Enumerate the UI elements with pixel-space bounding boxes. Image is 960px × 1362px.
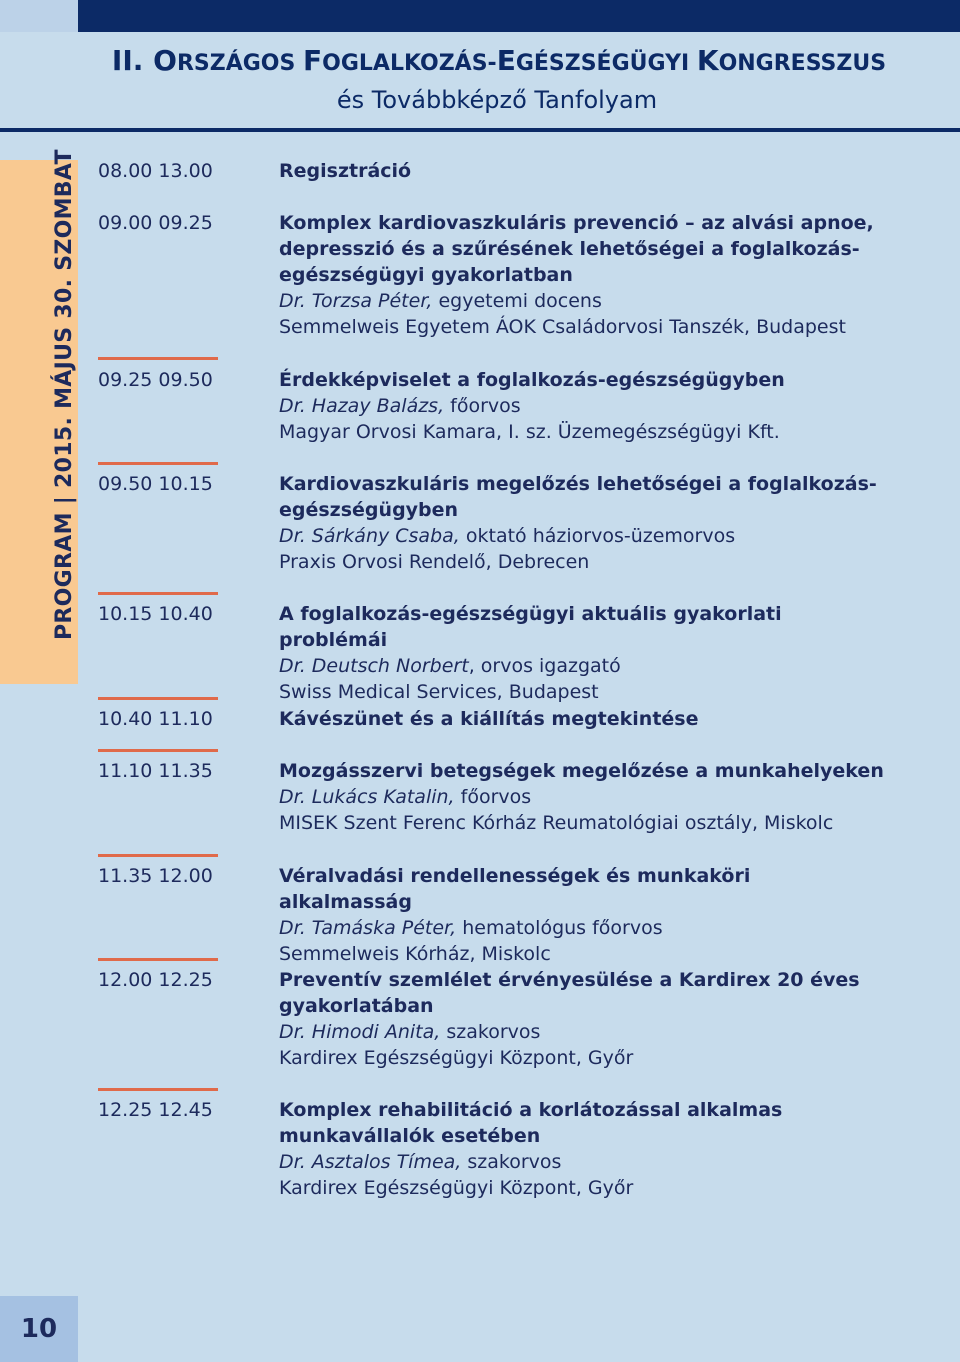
entry-divider — [98, 749, 218, 752]
entry-speaker — [279, 393, 889, 419]
entry-title: munkavállalók esetében — [279, 1125, 541, 1147]
speaker-role: szakorvos — [461, 1151, 562, 1173]
entry-title: Preventív szemlélet érvényesülése a Kardirex 20 éves — [279, 969, 860, 991]
speaker-role: oktató háziorvos-üzemorvos — [459, 525, 736, 547]
page-number-box — [0, 1296, 78, 1362]
entry-time: 12.25 12.45 — [98, 1099, 213, 1121]
speaker-role: hematológus főorvos — [456, 917, 663, 939]
entry-divider — [98, 1088, 218, 1091]
entry-speaker — [279, 1019, 889, 1045]
speaker-name: Dr. Asztalos Tímea, — [279, 1151, 462, 1173]
entry-speaker — [279, 784, 889, 810]
entry-title: Véralvadási rendellenességek és munkaköri alkalmasság — [279, 865, 751, 913]
speaker-name: Dr. Lukács Katalin, — [279, 786, 455, 808]
entry-content — [279, 601, 889, 705]
entry-time: 12.00 12.25 — [98, 969, 213, 991]
speaker-name: Dr. Himodi Anita, — [279, 1021, 441, 1043]
speaker-role: főorvos — [454, 786, 532, 808]
page-subtitle: és Továbbképző Tanfolyam — [336, 86, 658, 114]
page-title: II. ORSZÁGOS FOGLALKOZÁS-EGÉSZSÉGÜGYI KONGRESSZUS — [111, 44, 887, 77]
entry-time: 11.10 11.35 — [98, 760, 213, 782]
entry-divider — [98, 697, 218, 700]
entry-content — [279, 210, 889, 340]
entry-divider — [98, 462, 218, 465]
entry-divider — [98, 854, 218, 857]
top-bar — [78, 0, 960, 32]
entry-speaker — [279, 1149, 889, 1175]
entry-affiliation: Semmelweis Kórház, Miskolc — [279, 943, 551, 965]
entry-content — [279, 367, 889, 445]
entry-title: gyakorlatában — [279, 995, 434, 1017]
entry-title: depresszió és a szűrésének lehetőségei a foglalkozás- — [279, 238, 860, 260]
entry-divider — [98, 958, 218, 961]
entry-affiliation: Kardirex Egészségügyi Központ, Győr — [279, 1177, 634, 1199]
entry-time: 09.50 10.15 — [98, 473, 213, 495]
entry-content — [279, 471, 889, 575]
entry-affiliation: Semmelweis Egyetem ÁOK Családorvosi Tanszék, Budapest — [279, 316, 846, 338]
entry-title: Komplex rehabilitáció a korlátozással alkalmas — [279, 1099, 783, 1121]
entry-title: Regisztráció — [279, 160, 412, 182]
speaker-name: Dr. Sárkány Csaba, — [279, 525, 460, 547]
top-bar-left-block — [0, 0, 78, 32]
entry-title: Kardiovaszkuláris megelőzés lehetőségei a foglalkozás- — [279, 473, 877, 495]
entry-title: egészségügyben — [279, 499, 459, 521]
entry-title: Érdekképviselet a foglalkozás-egészségügyben — [279, 369, 785, 391]
entry-content — [279, 158, 889, 184]
entry-content — [279, 1097, 889, 1201]
entry-affiliation: Praxis Orvosi Rendelő, Debrecen — [279, 551, 590, 573]
entry-content — [279, 758, 889, 836]
entry-divider — [98, 592, 218, 595]
entry-title: egészségügyi gyakorlatban — [279, 264, 573, 286]
speaker-role: , orvos igazgató — [468, 655, 621, 677]
entry-time: 08.00 13.00 — [98, 160, 213, 182]
entry-title: Mozgásszervi betegségek megelőzése a munkahelyeken — [279, 760, 884, 782]
entry-speaker — [279, 523, 889, 549]
entry-time: 09.00 09.25 — [98, 212, 213, 234]
entry-time: 10.40 11.10 — [98, 708, 213, 730]
entry-content — [279, 706, 889, 732]
entry-affiliation: Kardirex Egészségügyi Központ, Győr — [279, 1047, 634, 1069]
speaker-role: főorvos — [444, 395, 521, 417]
speaker-name: Dr. Hazay Balázs, — [279, 395, 445, 417]
page-number: 10 — [20, 1314, 58, 1344]
speaker-name: Dr. Deutsch Norbert — [279, 655, 469, 677]
entry-speaker — [279, 915, 889, 941]
entry-title: Kávészünet és a kiállítás megtekintése — [279, 708, 699, 730]
entry-affiliation: Magyar Orvosi Kamara, I. sz. Üzemegészségügyi Kft. — [279, 421, 780, 443]
entry-time: 11.35 12.00 — [98, 865, 213, 887]
speaker-role: egyetemi docens — [432, 290, 602, 312]
speaker-role: szakorvos — [440, 1021, 541, 1043]
entry-content — [279, 967, 889, 1071]
side-tab-label: PROGRAM | 2015. MÁJUS 30. SZOMBAT — [52, 149, 77, 640]
entry-divider — [98, 357, 218, 360]
entry-time: 10.15 10.40 — [98, 603, 213, 625]
entry-title: Komplex kardiovaszkuláris prevenció – az alvási apnoe, — [279, 212, 874, 234]
entry-affiliation: MISEK Szent Ferenc Kórház Reumatológiai osztály, Miskolc — [279, 812, 834, 834]
entry-affiliation: Swiss Medical Services, Budapest — [279, 681, 599, 703]
speaker-name: Dr. Tamáska Péter, — [279, 917, 457, 939]
entry-title: A foglalkozás-egészségügyi aktuális gyakorlati problémái — [279, 603, 782, 651]
header-divider — [0, 128, 960, 132]
entry-time: 09.25 09.50 — [98, 369, 213, 391]
speaker-name: Dr. Torzsa Péter, — [279, 290, 433, 312]
entry-speaker — [279, 653, 889, 679]
entry-speaker — [279, 288, 889, 314]
entry-content — [279, 863, 889, 967]
